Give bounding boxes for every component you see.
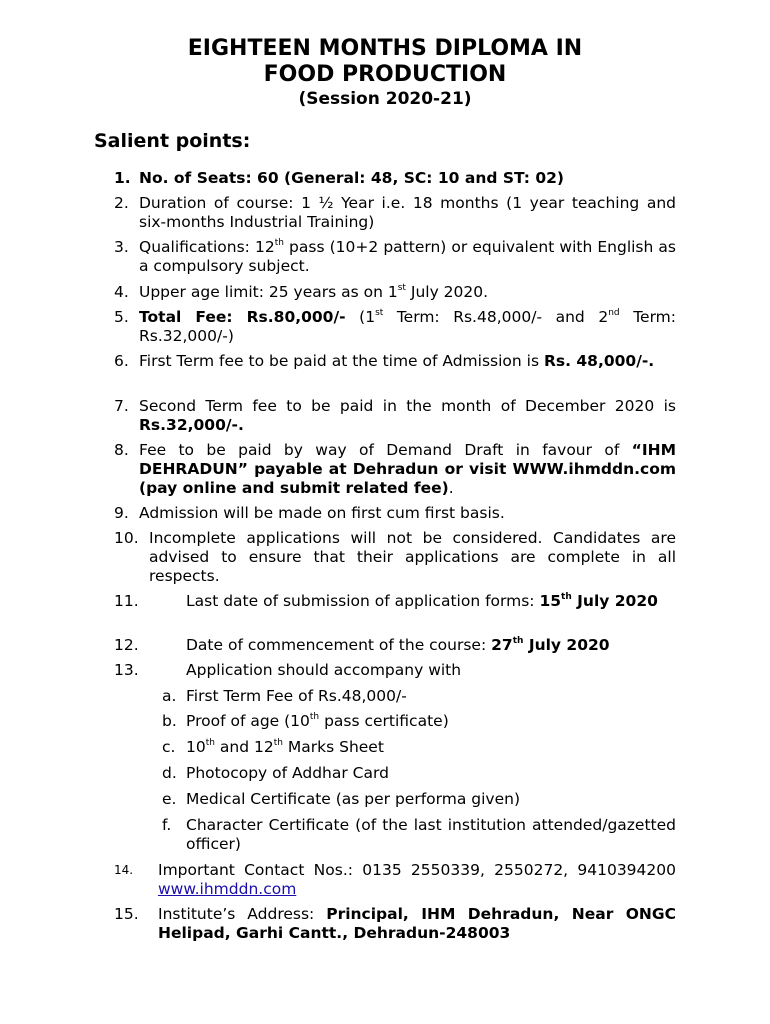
list-item-institute-address	[114, 905, 676, 943]
list-item-age-limit	[114, 283, 676, 302]
sub-item-letter: b.	[162, 712, 177, 730]
item-text: Upper age limit: 25 years as on 1st July 2020.	[139, 282, 489, 301]
list-item-first-term-fee	[114, 352, 676, 371]
item-text: Qualifications: 12th pass (10+2 pattern) or equivalent with English as a compulsory subject.	[139, 237, 676, 275]
item-number: 3.	[114, 238, 129, 256]
sub-item-marks-sheet	[162, 738, 676, 757]
item-number: 9.	[114, 504, 129, 522]
item-number: 14.	[114, 863, 134, 877]
sub-item-letter: c.	[162, 738, 176, 756]
list-item-total-fee	[114, 308, 676, 346]
item-number: 5.	[114, 308, 129, 326]
sub-item-text: Proof of age (10th pass certificate)	[186, 711, 449, 730]
item-text: Last date of submission of application forms: 15th July 2020	[186, 591, 658, 610]
document-title-line-2: FOOD PRODUCTION	[263, 62, 507, 87]
list-item-commencement-date	[114, 636, 676, 655]
item-number: 15.	[114, 905, 139, 923]
session-subtitle: (Session 2020-21)	[298, 89, 472, 109]
item-number: 12.	[114, 636, 139, 654]
sub-item-letter: e.	[162, 790, 177, 808]
sub-item-proof-of-age	[162, 712, 676, 731]
item-text: Date of commencement of the course: 27th July 2020	[186, 635, 610, 654]
list-item-demand-draft	[114, 441, 676, 498]
item-text: Fee to be paid by way of Demand Draft in favour of “IHM DEHRADUN” payable at Dehradun or visit WWW.ihmddn.com (pay online and submit related fee).	[139, 441, 676, 497]
item-text: Duration of course: 1 ½ Year i.e. 18 months (1 year teaching and six-months Industrial Training)	[139, 194, 676, 231]
document-title-line-1: EIGHTEEN MONTHS DIPLOMA IN	[187, 36, 583, 61]
sub-item-letter: f.	[162, 816, 172, 834]
item-text: Total Fee: Rs.80,000/- (1st Term: Rs.48,000/- and 2nd Term: Rs.32,000/-)	[139, 307, 677, 345]
list-item-qualifications	[114, 238, 676, 276]
sub-item-character-certificate	[162, 816, 676, 854]
item-text: Admission will be made on first cum first basis.	[139, 504, 505, 522]
item-text: Incomplete applications will not be considered. Candidates are advised to ensure that their applications are complete in all respects.	[149, 529, 676, 585]
list-item-second-term-fee	[114, 397, 676, 435]
item-text: Second Term fee to be paid in the month of December 2020 is Rs.32,000/-.	[139, 397, 676, 434]
item-text: First Term fee to be paid at the time of Admission is Rs. 48,000/-.	[139, 352, 655, 370]
list-item-application-accompany	[114, 661, 676, 680]
item-number: 13.	[114, 661, 139, 679]
list-item-duration	[114, 194, 676, 232]
list-item-seats	[114, 169, 676, 188]
sub-item-text: Character Certificate (of the last institution attended/gazetted officer)	[186, 816, 676, 853]
sub-item-text: Photocopy of Addhar Card	[186, 764, 389, 782]
list-item-admission-basis	[114, 504, 676, 523]
list-item-contact-numbers	[114, 861, 676, 899]
sub-item-medical-certificate	[162, 790, 676, 809]
item-number: 4.	[114, 283, 129, 301]
salient-points-heading: Salient points:	[94, 130, 251, 152]
item-number: 1.	[114, 169, 131, 187]
item-number: 10.	[114, 529, 139, 547]
item-number: 6.	[114, 352, 129, 370]
sub-item-text: 10th and 12th Marks Sheet	[186, 737, 384, 756]
sub-item-letter: a.	[162, 687, 177, 705]
item-text: Important Contact Nos.: 0135 2550339, 2550272, 9410394200 www.ihmddn.com	[158, 861, 676, 898]
sub-item-text: First Term Fee of Rs.48,000/-	[186, 687, 407, 705]
sub-item-text: Medical Certificate (as per performa given)	[186, 790, 521, 808]
list-item-incomplete-applications	[114, 529, 676, 586]
sub-item-letter: d.	[162, 764, 177, 782]
item-number: 7.	[114, 397, 129, 415]
item-number: 8.	[114, 441, 129, 459]
sub-item-addhar-card	[162, 764, 676, 783]
item-number: 2.	[114, 194, 129, 212]
list-item-last-date	[114, 592, 676, 611]
sub-item-first-term-fee	[162, 687, 676, 706]
item-number: 11.	[114, 592, 139, 610]
website-link[interactable]: www.ihmddn.com	[158, 880, 297, 898]
item-text: Application should accompany with	[186, 661, 462, 679]
item-text: Institute’s Address: Principal, IHM Dehradun, Near ONGC Helipad, Garhi Cantt., Dehradun-248003	[158, 905, 676, 942]
item-text: No. of Seats: 60 (General: 48, SC: 10 and ST: 02)	[139, 169, 564, 187]
